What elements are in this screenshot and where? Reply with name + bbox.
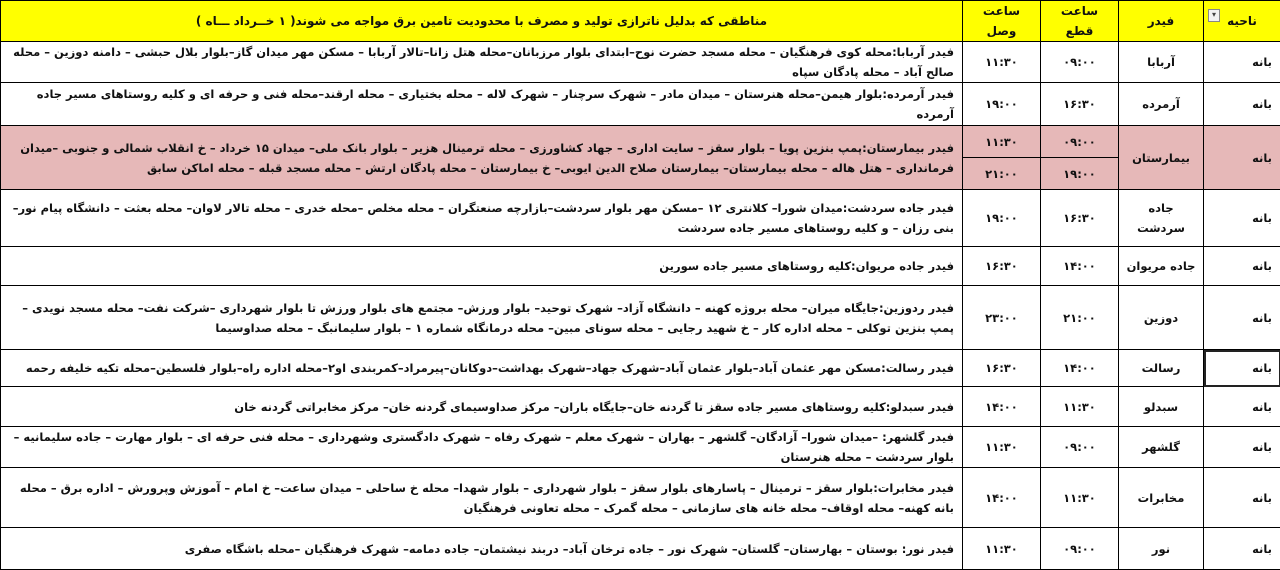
table-row bbox=[1, 286, 1280, 350]
areas-header[interactable]: مناطقی که بدلیل ناترازی تولید و مصرف با محدودیت تامین برق مواجه می شوند( ۱ خــرداد ـــاه ) bbox=[1, 1, 963, 42]
cut-time-cell[interactable]: ۰۹:۰۰ bbox=[1041, 42, 1119, 83]
connect-time-cell[interactable]: ۱۶:۳۰ bbox=[963, 350, 1041, 387]
areas-cell[interactable]: فیدر سبدلو:کلیه روستاهای مسیر جاده سقز تا گردنه خان–جایگاه باران– مرکز صداوسیمای گردنه خان– مرکز مخابراتی گردنه خان bbox=[1, 387, 963, 427]
areas-cell[interactable]: فیدر آرمرده:بلوار هیمن–محله هنرستان – میدان مادر – شهرک سرچنار – شهرک لاله – محله بختیاری – محله ارقند–محله فنی و حرفه ای و کلیه روستاهای مسیر جاده آرمرده bbox=[1, 83, 963, 126]
feeder-header[interactable]: فیدر bbox=[1119, 1, 1204, 42]
filter-dropdown-icon[interactable]: ▾ bbox=[1208, 9, 1220, 22]
feeder-cell[interactable]: رسالت bbox=[1119, 350, 1204, 387]
connect-time-cell[interactable]: ۱۶:۳۰ bbox=[963, 247, 1041, 286]
areas-cell[interactable]: فیدر مخابرات:بلوار سقز – ترمینال – پاسارهای بلوار سقز – بلوار شهرداری – بلوار شهدا– محله خ ساحلی – میدان ساعت– خ امام – آموزش وپرورش – اداره برق – محله بانه کهنه– محله اوقاف– محله خانه های سازمانی – محله گمرک – محله تعاونی فرهنگیان bbox=[1, 468, 963, 528]
areas-cell[interactable]: فیدر رسالت:مسکن مهر عثمان آباد–بلوار عثمان آباد–شهرک جهاد–شهرک بهداشت–دوکانان–پیرمراد–کمربندی او۲–محله اداره راه–بلوار فلسطین–محله تکیه خلیفه رحمه bbox=[1, 350, 963, 387]
cut-time-cell[interactable]: ۱۱:۳۰ bbox=[1041, 468, 1119, 528]
connect-time-cell[interactable]: ۱۱:۳۰ bbox=[963, 126, 1041, 158]
table-row bbox=[1, 528, 1280, 570]
feeder-cell[interactable]: نور bbox=[1119, 528, 1204, 570]
cut-time-cell[interactable]: ۱۶:۳۰ bbox=[1041, 83, 1119, 126]
region-cell[interactable]: بانه bbox=[1204, 286, 1280, 350]
table-row bbox=[1, 350, 1280, 387]
table-row bbox=[1, 387, 1280, 427]
connect-time-cell[interactable]: ۲۳:۰۰ bbox=[963, 286, 1041, 350]
connect-time-cell[interactable]: ۱۹:۰۰ bbox=[963, 83, 1041, 126]
areas-cell[interactable]: فیدر جاده مریوان:کلیه روستاهای مسیر جاده سورین bbox=[1, 247, 963, 286]
cut-time-cell[interactable]: ۰۹:۰۰ bbox=[1041, 528, 1119, 570]
areas-cell[interactable]: فیدر نور: بوستان – بهارستان– گلستان– شهرک نور – جاده ترخان آباد– دربند نیشتمان– جاده دمامه– شهرک فرهنگیان –محله باشگاه صفری bbox=[1, 528, 963, 570]
region-cell[interactable]: بانه bbox=[1204, 247, 1280, 286]
region-cell[interactable]: بانه bbox=[1204, 468, 1280, 528]
feeder-cell[interactable]: جاده سردشت bbox=[1119, 190, 1204, 247]
region-header[interactable] bbox=[1204, 1, 1280, 42]
connect-time-header[interactable]: ساعت وصل bbox=[963, 1, 1041, 42]
table-row bbox=[1, 427, 1280, 468]
region-cell[interactable]: بانه bbox=[1204, 190, 1280, 247]
region-cell-selected[interactable]: بانه bbox=[1204, 350, 1280, 387]
feeder-cell[interactable]: مخابرات bbox=[1119, 468, 1204, 528]
cut-time-cell-2[interactable]: ۱۹:۰۰ bbox=[1041, 158, 1119, 190]
connect-time-cell[interactable]: ۱۱:۳۰ bbox=[963, 528, 1041, 570]
table-row bbox=[1, 190, 1280, 247]
connect-time-cell-2[interactable]: ۲۱:۰۰ bbox=[963, 158, 1041, 190]
table-row bbox=[1, 83, 1280, 126]
feeder-cell[interactable]: بیمارستان bbox=[1119, 126, 1204, 190]
region-cell[interactable]: بانه bbox=[1204, 528, 1280, 570]
table-row bbox=[1, 247, 1280, 286]
cut-time-cell[interactable]: ۲۱:۰۰ bbox=[1041, 286, 1119, 350]
areas-cell[interactable]: فیدر آربابا:محله کوی فرهنگیان – محله مسجد حضرت نوح–ابتدای بلوار مرزبانان–محله هتل زانا–تالار آربابا – مسکن مهر میدان گاز–بلوار بلال حبشی – دامنه دوزین – محله صالح آباد – محله پادگان سپاه bbox=[1, 42, 963, 83]
region-cell[interactable]: بانه bbox=[1204, 427, 1280, 468]
cut-time-cell[interactable]: ۱۶:۳۰ bbox=[1041, 190, 1119, 247]
region-cell[interactable]: بانه bbox=[1204, 42, 1280, 83]
cut-time-cell[interactable]: ۰۹:۰۰ bbox=[1041, 427, 1119, 468]
table-row-highlighted bbox=[1, 126, 1280, 158]
table-row bbox=[1, 468, 1280, 528]
region-header-label: ناحیه bbox=[1227, 14, 1257, 28]
cut-time-cell[interactable]: ۱۴:۰۰ bbox=[1041, 350, 1119, 387]
connect-time-cell[interactable]: ۱۹:۰۰ bbox=[963, 190, 1041, 247]
feeder-cell[interactable]: آرمرده bbox=[1119, 83, 1204, 126]
feeder-cell[interactable]: دوزین bbox=[1119, 286, 1204, 350]
feeder-cell[interactable]: گلشهر bbox=[1119, 427, 1204, 468]
feeder-cell[interactable]: آربابا bbox=[1119, 42, 1204, 83]
cut-time-cell[interactable]: ۱۱:۳۰ bbox=[1041, 387, 1119, 427]
areas-cell[interactable]: فیدر جاده سردشت:میدان شورا– کلانتری ۱۲ –مسکن مهر بلوار سردشت–بازارچه صنعتگران – محله مخلص –محله خدری – محله تالار لاوان– محله بعثت – دانشگاه پیام نور–بنی رزان – و کلیه روستاهای مسیر جاده سردشت bbox=[1, 190, 963, 247]
header-row bbox=[1, 1, 1280, 42]
connect-time-cell[interactable]: ۱۴:۰۰ bbox=[963, 387, 1041, 427]
connect-time-cell[interactable]: ۱۴:۰۰ bbox=[963, 468, 1041, 528]
region-cell[interactable]: بانه bbox=[1204, 387, 1280, 427]
region-cell[interactable]: بانه bbox=[1204, 83, 1280, 126]
cut-time-header[interactable]: ساعت قطع bbox=[1041, 1, 1119, 42]
connect-time-cell[interactable]: ۱۱:۳۰ bbox=[963, 427, 1041, 468]
cut-time-cell[interactable]: ۱۴:۰۰ bbox=[1041, 247, 1119, 286]
feeder-cell[interactable]: سبدلو bbox=[1119, 387, 1204, 427]
region-cell[interactable]: بانه bbox=[1204, 126, 1280, 190]
cut-time-cell[interactable]: ۰۹:۰۰ bbox=[1041, 126, 1119, 158]
table-row bbox=[1, 42, 1280, 83]
areas-cell[interactable]: فیدر ردوزین:جایگاه میران– محله بروژه کهنه – دانشگاه آزاد– شهرک توحید– بلوار ورزش– مجتمع های بلوار ورزش تا بلوار شهرداری –شرکت نفت– محله مسجد نویدی – پمپ بنزین توکلی – محله اداره کار – خ شهید رجایی – محله سونای مبین– محله درمانگاه شماره ۱ – بلوار سلیمانبگ – محله صداوسیما bbox=[1, 286, 963, 350]
areas-cell[interactable]: فیدر بیمارستان:پمپ بنزین پویا – بلوار سقز – سایت اداری – جهاد کشاورزی – محله ترمینال هزیر – بلوار بانک ملی– میدان ۱۵ خرداد – خ انقلاب شمالی و جنوبی –میدان فرمانداری – هتل هاله – محله بیمارستان– بیمارستان صلاح الدین ایوبی– خ بیمارستان – محله پادگان ارتش – محله مسجد قبله – محله اماکن سابق bbox=[1, 126, 963, 190]
feeder-cell[interactable]: جاده مریوان bbox=[1119, 247, 1204, 286]
connect-time-cell[interactable]: ۱۱:۳۰ bbox=[963, 42, 1041, 83]
areas-cell[interactable]: فیدر گلشهر: –میدان شورا– آزادگان– گلشهر – بهاران – شهرک معلم – شهرک رفاه – شهرک دادگستری وشهرداری – محله فنی حرفه ای – بلوار مهارت – جاده سلیمانیه – بلوار سردشت – محله هنرستان bbox=[1, 427, 963, 468]
